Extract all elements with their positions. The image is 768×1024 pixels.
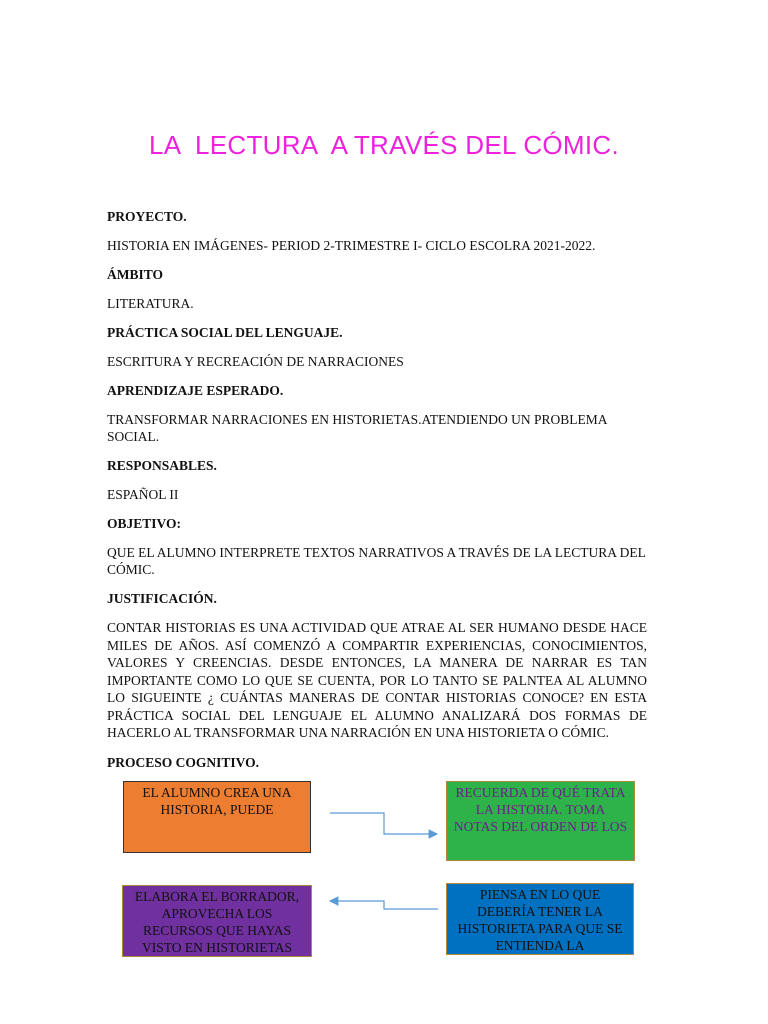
- section-heading-proceso: PROCESO COGNITIVO.: [107, 754, 260, 770]
- page-title: LA LECTURA A TRAVÉS DEL CÓMIC.: [148, 130, 620, 160]
- section-text-justificacion: CONTAR HISTORIAS ES UNA ACTIVIDAD QUE ATRAE AL SER HUMANO DESDE HACE MILES DE AÑOS. ASÍ COMENZÓ A COMPARTIR EXPERIENCIAS, CONOCIMIENTOS, VALORES Y CREENCIAS. DESDE ENTONCES, LA MANERA DE NARRAR ES TAN IMPORTANTE COMO LO QUE SE CUENTA, POR LO TANTO SE PALNTEA AL ALUMNO LO SIGUEINTE ¿ CUÁNTAS MANERAS DE CONTAR HISTORIAS CONOCE? EN ESTA PRÁCTICA SOCIAL DEL LENGUAJE EL ALUMNO ANALIZARÁ DOS FORMAS DE HACERLO AL TRANSFORMAR UNA NARRACIÓN EN UNA HISTORIETA O CÓMIC.: [107, 620, 647, 740]
- flow-box-piensa: PIENSA EN LO QUE DEBERÍA TENER LA HISTORIETA PARA QUE SE ENTIENDA LA: [446, 883, 634, 955]
- section-heading-objetivo: OBJETIVO:: [107, 516, 181, 531]
- section-text-ambito: LITERATURA.: [107, 296, 194, 311]
- section-heading-justificacion: JUSTIFICACIÓN.: [107, 591, 217, 606]
- section-heading-aprendizaje: APRENDIZAJE ESPERADO.: [107, 383, 284, 398]
- flow-box-elabora-borrador: ELABORA EL BORRADOR, APROVECHA LOS RECURSOS QUE HAYAS VISTO EN HISTORIETAS: [122, 885, 312, 957]
- section-heading-proyecto: PROYECTO.: [107, 209, 187, 224]
- section-text-responsables: ESPAÑOL II: [107, 487, 179, 502]
- section-text-aprendizaje: TRANSFORMAR NARRACIONES EN HISTORIETAS.ATENDIENDO UN PROBLEMA SOCIAL.: [107, 412, 607, 444]
- section-heading-practica: PRÁCTICA SOCIAL DEL LENGUAJE.: [107, 325, 343, 340]
- section-text-practica: ESCRITURA Y RECREACIÓN DE NARRACIONES: [107, 354, 404, 369]
- section-heading-responsables: RESPONSABLES.: [107, 458, 217, 473]
- flow-box-crea-historia: EL ALUMNO CREA UNA HISTORIA, PUEDE: [123, 781, 311, 853]
- section-text-proyecto: HISTORIA EN IMÁGENES- PERIOD 2-TRIMESTRE I- CICLO ESCOLRA 2021-2022.: [107, 238, 596, 253]
- flow-box-recuerda: RECUERDA DE QUÉ TRATA LA HISTORIA. TOMA NOTAS DEL ORDEN DE LOS: [446, 781, 635, 861]
- arrow-right-icon: [330, 813, 437, 834]
- section-text-objetivo: QUE EL ALUMNO INTERPRETE TEXTOS NARRATIVOS A TRAVÉS DE LA LECTURA DEL CÓMIC.: [107, 545, 646, 577]
- section-heading-ambito: ÁMBITO: [107, 267, 164, 282]
- arrow-left-icon: [330, 901, 438, 909]
